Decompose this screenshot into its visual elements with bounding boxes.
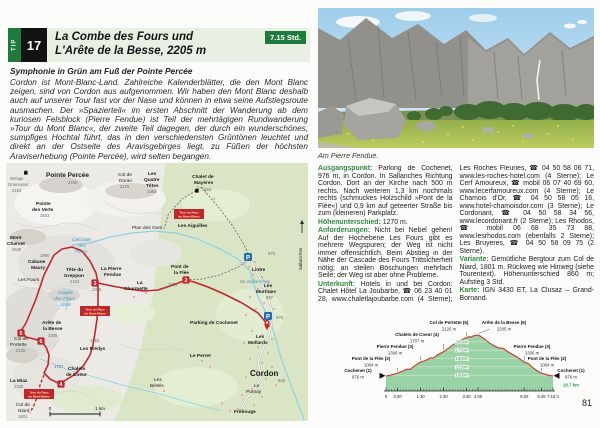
svg-text:1990: 1990 xyxy=(40,253,50,258)
svg-text:Tête du: Tête du xyxy=(66,268,84,273)
svg-text:1707: 1707 xyxy=(54,364,64,369)
svg-text:2539: 2539 xyxy=(12,247,22,252)
svg-text:La Pierre: La Pierre xyxy=(101,267,122,272)
profile-distance: 18.7 km xyxy=(562,382,580,388)
svg-text:Arête de: Arête de xyxy=(42,321,62,326)
profile-waypoint-label xyxy=(557,368,585,380)
svg-text:4: 4 xyxy=(59,382,63,389)
svg-text:2344: 2344 xyxy=(70,279,80,284)
svg-text:Pointe: Pointe xyxy=(36,202,51,207)
tour-du-pays-badge xyxy=(80,306,110,316)
svg-text:1064 m: 1064 m xyxy=(539,362,555,368)
svg-text:2178: 2178 xyxy=(120,184,130,189)
title-band xyxy=(47,28,310,62)
page-number: 81 xyxy=(581,398,592,408)
svg-text:Chalets: Chalets xyxy=(68,367,86,372)
svg-text:976: 976 xyxy=(276,315,283,320)
tour-photo xyxy=(318,8,594,148)
svg-text:0: 0 xyxy=(48,406,52,411)
svg-text:987: 987 xyxy=(266,295,273,300)
svg-text:Mont: Mont xyxy=(10,236,22,241)
svg-text:Mollards: Mollards xyxy=(248,341,268,346)
svg-text:2336: 2336 xyxy=(14,384,24,389)
svg-text:La Sallanches: La Sallanches xyxy=(240,280,271,285)
info-section: Ausgangspunkt: Parking de Cochenet, 976 m, in Cordon. In Sallanches Richtung Cordon. Dort an der Kirche nach 500 m rechts. Nach weiteren 1,3 km nochmals rechts (schmuckes Holzschild »Pont de la Flée«) und 0,9 km auf geteerter Straße bis zum (kleineren) Parkplatz. xyxy=(318,165,453,218)
svg-text:2126 m: 2126 m xyxy=(441,326,457,332)
svg-text:Plan des Ours: Plan des Ours xyxy=(132,226,163,231)
svg-text:3: 3 xyxy=(93,281,97,288)
svg-text:1396 m: 1396 m xyxy=(387,350,403,356)
svg-text:Maury: Maury xyxy=(31,266,46,271)
svg-text:Doran: Doran xyxy=(119,179,133,184)
svg-text:1500m: 1500m xyxy=(455,356,469,362)
svg-text:La: La xyxy=(137,281,143,286)
svg-text:0.30: 0.30 xyxy=(393,394,402,399)
waypoint-badge xyxy=(37,337,44,345)
route-number: 17 xyxy=(21,28,47,62)
svg-text:la Flée: la Flée xyxy=(174,271,189,276)
svg-text:4.00: 4.00 xyxy=(474,394,483,399)
duration-badge: 7.15 Std. xyxy=(265,31,306,44)
svg-text:Col de: Col de xyxy=(14,337,28,342)
tour-du-pays-badge xyxy=(174,209,204,219)
svg-text:Gouille: Gouille xyxy=(58,291,73,296)
svg-text:1707 m: 1707 m xyxy=(409,338,425,344)
svg-text:Fours: Fours xyxy=(75,250,88,255)
svg-text:Pont de: Pont de xyxy=(171,265,189,270)
info-section: Unterkunft: Hotels in und bei Cordon: Chalet Hôtel La Joubarbe, ☎ 06 23 40 01 28, www.chaletlajoubarbe.com (4 Sterne); Les Roches Fleuries, ☎ 04 50 58 06 71, www.les-roches-hotel.com (4 Sterne); Le Cerf Amoureux, ☎ mobil 06 07 40 69 60, www.lecerfamoureux.com (4 Sterne); Le Chamois d'Or, ☎ 04 50 58 05 16, www.hotel-chamoisdor.com (3 Sterne); Le Cordonant, ☎ 04 50 58 34 56, www.lecordonant.fr (2 Sterne); Les Rhodos, ☎ mobil 06 68 35 73 88, www.lesrhodos.com (ebenfalls 2 Sterne); Les Bruyeres, ☎ 04 50 58 09 75 (2 Sterne). xyxy=(318,165,594,303)
info-section: Variante: Gemütliche Bergtour zum Col de Niard, 1801 m. Rückweg wie Hinweg (siehe Tourentext). Höhenunterschied 860 m; Aufstieg 3 Std. xyxy=(459,256,594,286)
info-section: Karte: IGN 3430 ET, La Clusaz – Grand-Bornand. xyxy=(459,287,594,302)
waypoint-badge xyxy=(17,329,24,337)
svg-text:Les: Les xyxy=(148,172,157,177)
svg-text:Cordon: Cordon xyxy=(250,369,279,378)
svg-text:du Mont-Blanc: du Mont-Blanc xyxy=(84,311,106,316)
svg-text:Murtines: Murtines xyxy=(256,290,276,295)
svg-text:P: P xyxy=(245,255,251,262)
route-subtitle: Symphonie in Grün am Fuß der Pointe Percée xyxy=(10,66,193,76)
elevation-profile-svg xyxy=(318,309,594,409)
photo-caption: Am Pierre Fendue. xyxy=(318,151,379,160)
svg-text:Col de: Col de xyxy=(16,403,30,408)
svg-text:6.45: 6.45 xyxy=(537,394,546,399)
svg-text:1396: 1396 xyxy=(92,287,102,292)
svg-text:Pornay: Pornay xyxy=(246,390,262,395)
svg-text:2205: 2205 xyxy=(48,333,58,338)
svg-text:6: 6 xyxy=(39,339,43,346)
info-section: Höhenunterschied: 1270 m. xyxy=(318,218,408,226)
svg-text:de Coeur: de Coeur xyxy=(66,373,87,378)
svg-text:Pont de la Flée (2): Pont de la Flée (2) xyxy=(527,356,567,361)
svg-text:2164: 2164 xyxy=(12,188,22,193)
svg-text:Cochenet (1): Cochenet (1) xyxy=(344,368,372,373)
svg-text:2046: 2046 xyxy=(60,303,71,308)
info-section: Anforderungen: Nicht bei Nebel gehen! Auf der Hochebene Les Fours gibt es mehrere Wegspuren; der Weg ist nicht immer offensichtlich. Beim Abstieg in der Nähe der Cascade des Fours Trittsicherheit nötig; an steilen Böschungen mehrfach Seile; der Weg ist aber ohne Probleme. xyxy=(318,227,453,280)
svg-text:Mayères: Mayères xyxy=(194,181,214,186)
svg-text:928: 928 xyxy=(278,378,285,383)
svg-text:Col de Portette (5): Col de Portette (5) xyxy=(429,320,469,325)
svg-text:La Miaz: La Miaz xyxy=(10,379,28,384)
svg-text:du Mont-Blanc: du Mont-Blanc xyxy=(178,214,200,219)
svg-text:3.30: 3.30 xyxy=(462,394,471,399)
svg-text:P: P xyxy=(265,314,271,321)
svg-text:1.30: 1.30 xyxy=(416,394,425,399)
svg-text:Parking de Cochenet: Parking de Cochenet xyxy=(190,321,238,326)
svg-text:1396 m: 1396 m xyxy=(524,350,540,356)
svg-text:1064: 1064 xyxy=(168,282,178,287)
svg-text:5: 5 xyxy=(19,331,23,338)
svg-text:Cabane: Cabane xyxy=(28,260,46,265)
svg-text:Les: Les xyxy=(256,335,265,340)
svg-text:7.15 h: 7.15 h xyxy=(547,394,559,399)
svg-text:Pointe Percée: Pointe Percée xyxy=(46,172,89,179)
waypoint-badge xyxy=(57,380,64,388)
parking-icon xyxy=(244,253,252,261)
svg-text:2553: 2553 xyxy=(40,213,50,218)
svg-text:970: 970 xyxy=(268,251,275,256)
svg-text:Pierre Fendue (3): Pierre Fendue (3) xyxy=(376,344,414,349)
svg-text:la Besse: la Besse xyxy=(43,327,63,332)
svg-text:1750m: 1750m xyxy=(455,347,469,353)
svg-text:Bénés: Bénés xyxy=(150,384,164,389)
svg-text:Fendue: Fendue xyxy=(104,273,122,278)
svg-text:976 m: 976 m xyxy=(565,374,577,380)
svg-text:1000m: 1000m xyxy=(455,372,469,378)
topo-map-svg xyxy=(6,163,308,421)
svg-text:Col de: Col de xyxy=(118,173,132,178)
svg-text:Frébouge: Frébouge xyxy=(234,410,256,415)
svg-text:Chalet de: Chalet de xyxy=(192,175,214,180)
parking-icon xyxy=(264,312,272,320)
svg-text:Quatre: Quatre xyxy=(144,178,160,183)
svg-text:Les Fours: Les Fours xyxy=(18,278,40,283)
tip-tag: TIP xyxy=(8,28,21,62)
svg-text:Lintre: Lintre xyxy=(252,268,266,273)
svg-text:Pont de la Flée (2): Pont de la Flée (2) xyxy=(351,356,391,361)
svg-text:des: des xyxy=(78,244,86,249)
waypoint-badge xyxy=(91,279,98,287)
svg-text:Cochenet (1): Cochenet (1) xyxy=(557,368,585,373)
svg-text:Les: Les xyxy=(264,284,273,289)
svg-text:2205 m: 2205 m xyxy=(496,326,512,332)
svg-text:2126: 2126 xyxy=(16,348,26,353)
svg-text:1250m: 1250m xyxy=(455,364,469,370)
svg-text:Portette: Portette xyxy=(10,343,27,348)
svg-text:1653: 1653 xyxy=(90,338,100,343)
svg-text:Arête de la Besse (6): Arête de la Besse (6) xyxy=(481,320,527,325)
svg-text:1801: 1801 xyxy=(18,414,28,419)
svg-text:976 m: 976 m xyxy=(352,374,364,380)
tour-photo-svg xyxy=(318,8,594,148)
svg-text:Le: Le xyxy=(254,384,260,389)
route-header xyxy=(8,28,310,62)
topo-map xyxy=(6,163,308,421)
svg-text:Le Perret: Le Perret xyxy=(190,354,211,359)
svg-text:1 km: 1 km xyxy=(95,406,105,411)
svg-text:Tour du Pays: Tour du Pays xyxy=(29,390,49,395)
svg-text:0: 0 xyxy=(384,394,388,399)
tour-du-pays-badge xyxy=(24,389,54,399)
svg-text:1563: 1563 xyxy=(202,187,212,192)
svg-text:Chalets de Coeur (4): Chalets de Coeur (4) xyxy=(395,332,439,337)
svg-text:2000m: 2000m xyxy=(455,339,469,345)
svg-text:1064 m: 1064 m xyxy=(363,362,379,368)
svg-text:du Mont-Blanc: du Mont-Blanc xyxy=(28,394,50,399)
svg-text:Les: Les xyxy=(154,378,162,383)
svg-text:Charvet: Charvet xyxy=(7,242,25,247)
svg-text:Pierre Fendue (3): Pierre Fendue (3) xyxy=(513,344,551,349)
svg-text:Têtes: Têtes xyxy=(146,184,159,189)
waypoint-badge xyxy=(182,276,189,284)
svg-text:des Fours: des Fours xyxy=(54,297,76,302)
route-title-line1: La Combe des Fours und xyxy=(55,31,194,43)
svg-text:Greppon: Greppon xyxy=(64,274,84,279)
svg-text:Les Frédys: Les Frédys xyxy=(80,347,106,352)
svg-text:Gramusset: Gramusset xyxy=(8,182,29,187)
svg-text:Charmette: Charmette xyxy=(124,287,148,292)
svg-text:Niard: Niard xyxy=(18,409,30,414)
svg-text:2750: 2750 xyxy=(68,180,78,185)
svg-text:6.00: 6.00 xyxy=(520,394,529,399)
svg-text:des Verts: des Verts xyxy=(32,208,54,213)
svg-text:2: 2 xyxy=(184,278,188,285)
svg-text:Cascade: Cascade xyxy=(72,238,91,243)
route-description: Cordon ist Mont-Blanc-Land. Zahlreiche Kalenderblätter, die den Mont Blanc zeigen, sind von Cordon aus aufgenommen. Wir haben den Mont Blanc deshalb auch auf unserer Tour fast vor der Nase und können in etwa seine Aufstiegsroute ausmachen. Der »Spazierteil« im ersten Abschnitt der Wanderung ab dem kuriosen Felsblock (Pierre Fendue) ist Teil der mehrtägigen Rundwanderung »Tour du Mont Blanc«, der zweite Teil dagegen, der durch ein wunderschönes, sumpfiges Hochtal führt, das in den verschiedensten Grüntönen leuchtet und direkt an der Ostseite des Aravisgebirges liegt, zu Füßen der höchsten Araviserhebung (Pointe Percée), wird selten begangen. xyxy=(10,78,308,161)
svg-text:2364: 2364 xyxy=(147,189,157,194)
svg-text:Les Aiguilles: Les Aiguilles xyxy=(178,224,208,229)
info-text xyxy=(318,165,594,311)
svg-text:Tour du Pays: Tour du Pays xyxy=(179,210,199,215)
svg-text:Refuge: Refuge xyxy=(10,176,24,181)
svg-text:Tour du Pays: Tour du Pays xyxy=(85,307,105,312)
profile-waypoint-label xyxy=(344,368,372,380)
svg-text:2.30: 2.30 xyxy=(439,394,448,399)
profile-waypoint-label xyxy=(479,320,527,334)
route-title-line2: L'Arête de la Besse, 2205 m xyxy=(55,44,207,57)
elevation-profile xyxy=(318,309,594,409)
svg-text:Sallanches: Sallanches xyxy=(298,247,303,271)
